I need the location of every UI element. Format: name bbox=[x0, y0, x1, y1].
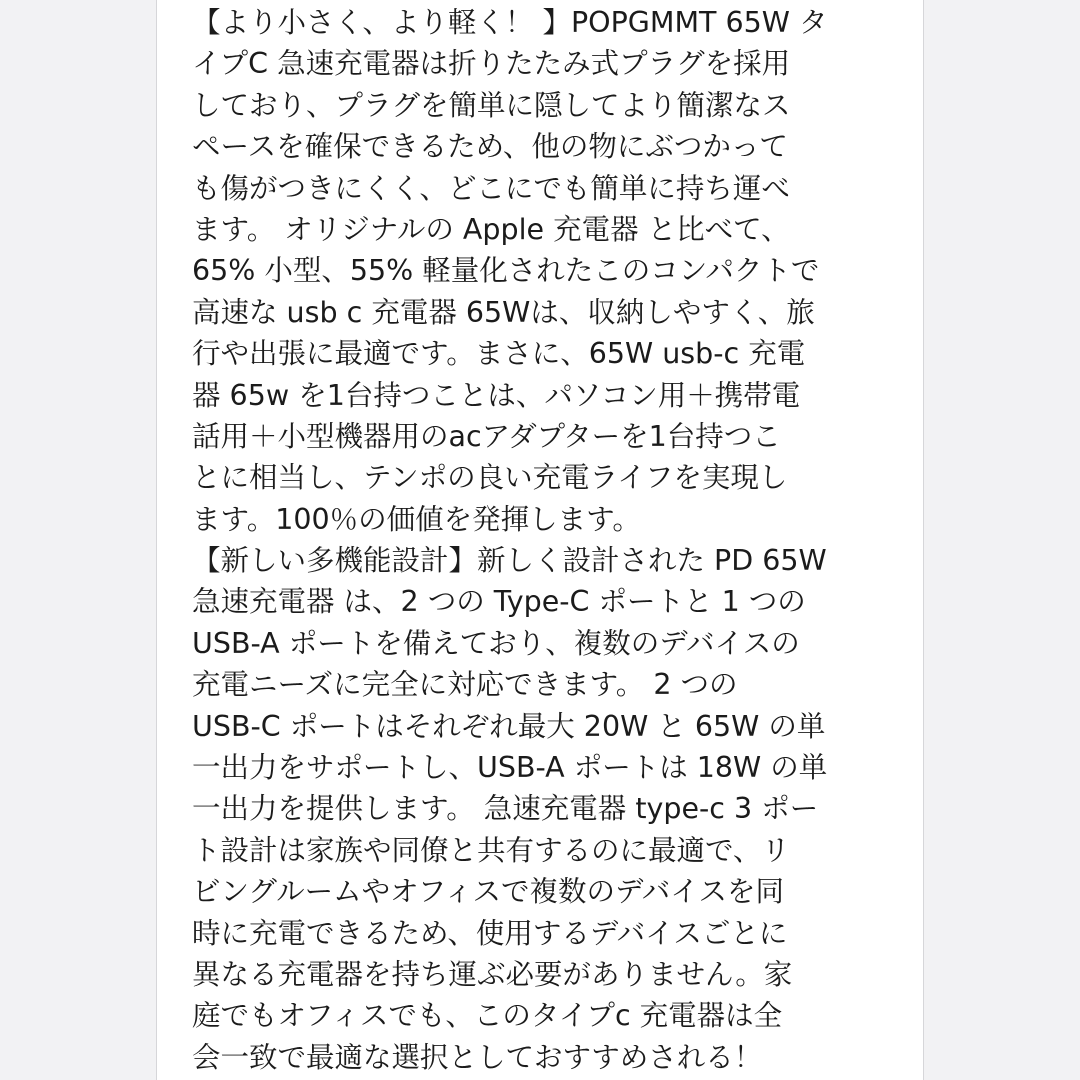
description-line: 会一致で最適な選択としておすすめされる！ bbox=[192, 1040, 763, 1074]
description-line: 一出力を提供します。 急速充電器 type-c 3 ポー bbox=[192, 792, 819, 826]
description-line: ペースを確保できるため、他の物にぶつかって bbox=[192, 130, 788, 164]
description-line: 器 65w を1台持つことは、パソコン用＋携帯電 bbox=[192, 378, 801, 412]
description-line: 話用＋小型機器用のacアダプターを1台持つこ bbox=[192, 419, 781, 453]
description-line: USB-A ポートを備えており、複数のデバイスの bbox=[192, 626, 800, 660]
description-line: 時に充電できるため、使用するデバイスごとに bbox=[192, 916, 788, 950]
description-line: とに相当し、テンポの良い充電ライフを実現し bbox=[192, 461, 788, 495]
description-line: 高速な usb c 充電器 65Wは、収納しやすく、旅 bbox=[192, 295, 815, 329]
description-line: ます。100％の価値を発揮します。 bbox=[192, 502, 641, 536]
description-line: 【より小さく、より軽く！ 】POPGMMT 65W タ bbox=[192, 6, 828, 39]
description-line: しており、プラグを簡単に隠してより簡潔なス bbox=[192, 88, 791, 122]
description-line: USB-C ポートはそれぞれ最大 20W と 65W の単 bbox=[192, 709, 826, 743]
description-line: 一出力をサポートし、USB-A ポートは 18W の単 bbox=[192, 751, 828, 785]
description-line: ます。 オリジナルの Apple 充電器 と比べて、 bbox=[192, 212, 790, 246]
description-line: ト設計は家族や同僚と共有するのに最適で、リ bbox=[192, 833, 790, 867]
description-line: ビングルームやオフィスで複数のデバイスを同 bbox=[192, 875, 784, 909]
description-line: イプC 急速充電器は折りたたみ式プラグを採用 bbox=[192, 47, 791, 81]
description-line: 充電ニーズに完全に対応できます。 2 つの bbox=[192, 668, 738, 702]
description-line: 65% 小型、55% 軽量化されたこのコンパクトで bbox=[192, 254, 820, 288]
description-panel bbox=[156, 0, 924, 1080]
description-line: 庭でもオフィスでも、このタイプc 充電器は全 bbox=[192, 999, 783, 1033]
product-description bbox=[192, 2, 907, 1078]
description-line: 行や出張に最適です。まさに、65W usb-c 充電 bbox=[192, 337, 806, 371]
description-line: 急速充電器 は、2 つの Type-C ポートと 1 つの bbox=[192, 585, 806, 619]
description-line: 【新しい多機能設計】新しく設計された PD 65W bbox=[192, 544, 827, 578]
description-line: も傷がつきにくく、どこにでも簡単に持ち運べ bbox=[192, 171, 790, 205]
description-line: 異なる充電器を持ち運ぶ必要がありません。家 bbox=[192, 957, 793, 991]
